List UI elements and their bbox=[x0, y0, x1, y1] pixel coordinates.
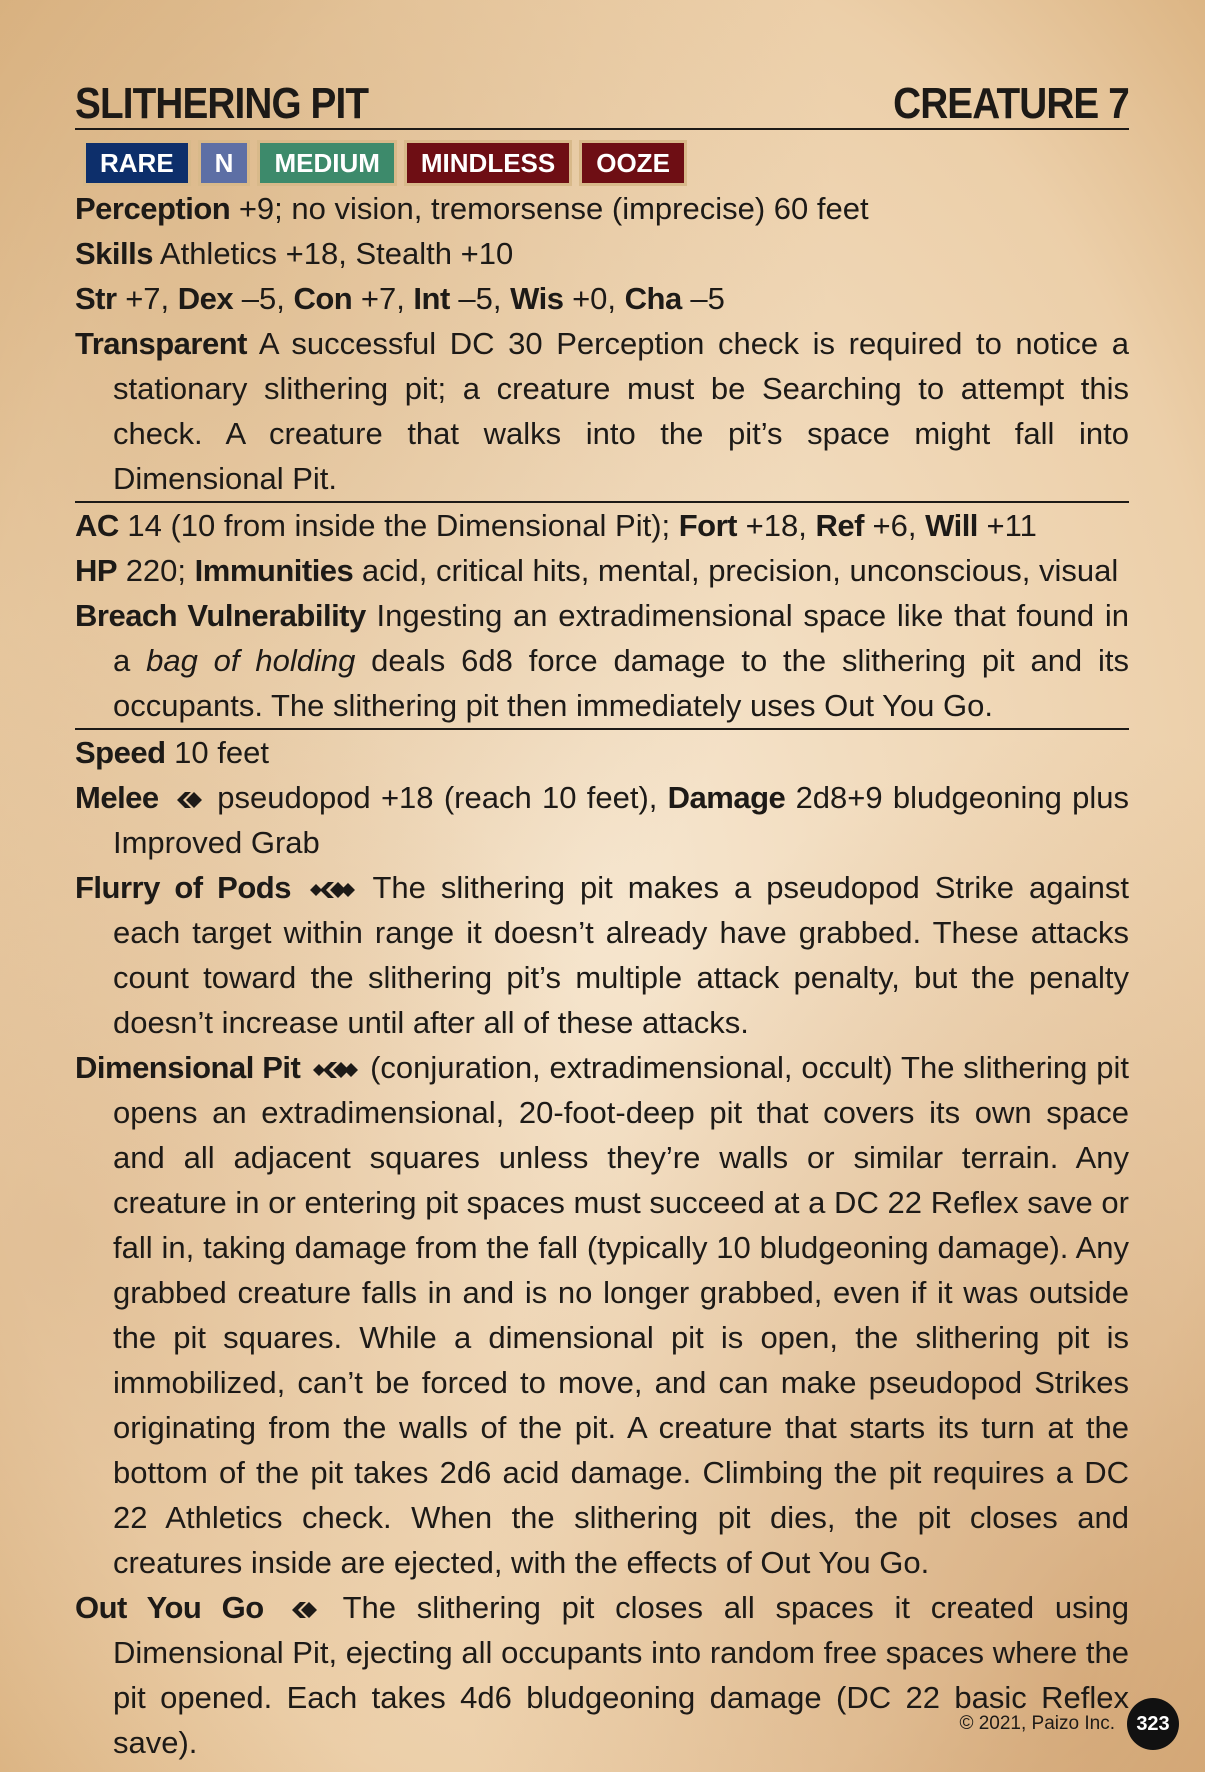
page-footer bbox=[959, 1698, 1179, 1750]
damage-label: Damage bbox=[667, 780, 786, 815]
dimensional-pit-ability bbox=[75, 1045, 1129, 1585]
dex-value: –5, bbox=[233, 281, 294, 316]
trait-ooze: OOZE bbox=[579, 140, 687, 186]
hp-line bbox=[75, 548, 1129, 593]
hp-label: HP bbox=[75, 553, 118, 588]
dex-label: Dex bbox=[177, 281, 234, 316]
damage-text: 2d8+9 bludgeoning plus Improved Grab bbox=[113, 780, 1130, 860]
wis-label: Wis bbox=[510, 281, 564, 316]
flurry-label: Flurry of Pods bbox=[75, 870, 291, 905]
str-label: Str bbox=[75, 281, 117, 316]
skills-text: Athletics +18, Stealth +10 bbox=[153, 236, 514, 271]
transparent-label: Transparent bbox=[75, 326, 247, 361]
defense-line bbox=[75, 503, 1129, 548]
skills-label: Skills bbox=[75, 236, 153, 271]
speed-line bbox=[75, 730, 1129, 775]
fort-label: Fort bbox=[678, 508, 738, 543]
out-you-go-text: The slithering pit closes all spaces it created using Dimensional Pit, ejecting all occupants into random free spaces where the pit opened. Each takes 4d6 bludgeoning damage (DC 22 basic Reflex save). bbox=[113, 1590, 1129, 1760]
flurry-of-pods-ability bbox=[75, 865, 1129, 1045]
will-label: Will bbox=[925, 508, 978, 543]
single-action-icon bbox=[286, 1595, 320, 1625]
immunities-text: acid, critical hits, mental, precision, unconscious, visual bbox=[353, 553, 1119, 588]
ac-label: AC bbox=[75, 508, 119, 543]
trait-list bbox=[83, 140, 1129, 186]
copyright-text: © 2021, Paizo Inc. bbox=[959, 1713, 1115, 1734]
breach-label: Breach Vulnerability bbox=[75, 598, 366, 633]
str-value: +7, bbox=[116, 281, 178, 316]
trait-size: MEDIUM bbox=[257, 140, 396, 186]
speed-label: Speed bbox=[75, 735, 166, 770]
ref-text: +6, bbox=[863, 508, 926, 543]
melee-label: Melee bbox=[75, 780, 159, 815]
transparent-ability bbox=[75, 321, 1129, 501]
creature-level: CREATURE 7 bbox=[893, 79, 1129, 128]
stat-block bbox=[75, 70, 1129, 1765]
ability-scores-line bbox=[75, 276, 1129, 321]
out-you-go-label: Out You Go bbox=[75, 1590, 264, 1625]
speed-text: 10 feet bbox=[165, 735, 269, 770]
perception-text: +9; no vision, tremorsense (imprecise) 60 feet bbox=[230, 191, 869, 226]
creature-name: SLITHERING PIT bbox=[75, 79, 369, 128]
cha-label: Cha bbox=[624, 281, 682, 316]
perception-label: Perception bbox=[75, 191, 231, 226]
trait-rare: RARE bbox=[83, 140, 191, 186]
breach-text-2: deals 6d8 force damage to the slithering pit and its occupants. The slithering pit then immediately uses Out You Go. bbox=[113, 643, 1130, 723]
ref-label: Ref bbox=[815, 508, 864, 543]
two-actions-icon bbox=[308, 875, 356, 905]
hp-text: 220; bbox=[117, 553, 195, 588]
dimensional-pit-label: Dimensional Pit bbox=[75, 1050, 301, 1085]
melee-text: pseudopod +18 (reach 10 feet), bbox=[206, 780, 668, 815]
two-actions-icon bbox=[311, 1055, 359, 1085]
ac-text: 14 (10 from inside the Dimensional Pit); bbox=[118, 508, 679, 543]
dimensional-pit-text: (conjuration, extradimensional, occult) The slithering pit opens an extradimensional, 20-foot-deep pit that covers its own space and all adjacent squares unless they’re walls or similar terrain. Any creature in or entering pit spaces must succeed at a DC 22 Reflex save or fall in, taking damage from the fall (typically 10 bludgeoning damage). Any grabbed creature falls in and is no longer grabbed, even if it was outside the pit squares. While a dimensional pit is open, the slithering pit is immobilized, can’t be forced to move, and can make pseudopod Strikes originating from the walls of the pit. A creature that starts its turn at the bottom of the pit takes 2d6 acid damage. Climbing the pit requires a DC 22 Athletics check. When the slithering pit dies, the pit closes and creatures inside are ejected, with the effects of Out You Go. bbox=[113, 1050, 1129, 1580]
immunities-label: Immunities bbox=[194, 553, 354, 588]
flurry-text: The slithering pit makes a pseudopod Strike against each target within range it doesn’t already have grabbed. These attacks count toward the slithering pit’s multiple attack penalty, but the penalty doesn’t increase until after all of these attacks. bbox=[113, 870, 1129, 1040]
single-action-icon bbox=[171, 785, 205, 815]
wis-value: +0, bbox=[563, 281, 625, 316]
perception-line bbox=[75, 186, 1129, 231]
breach-text-1: Ingesting an extradimensional space like that found in a bbox=[113, 598, 1129, 678]
trait-alignment: N bbox=[198, 140, 251, 186]
page-number: 323 bbox=[1127, 1698, 1179, 1750]
melee-strike bbox=[75, 775, 1129, 865]
transparent-text: A successful DC 30 Perception check is required to notice a stationary slithering pit; a creature must be Searching to attempt this check. A creature that walks into the pit’s space might fall into Dimensional Pit. bbox=[113, 326, 1129, 496]
breach-item: bag of holding bbox=[146, 643, 356, 678]
cha-value: –5 bbox=[681, 281, 725, 316]
con-label: Con bbox=[293, 281, 353, 316]
con-value: +7, bbox=[352, 281, 414, 316]
skills-line bbox=[75, 231, 1129, 276]
breach-vulnerability-ability bbox=[75, 593, 1129, 728]
int-value: –5, bbox=[449, 281, 511, 316]
int-label: Int bbox=[413, 281, 450, 316]
stat-block-header bbox=[75, 70, 1129, 130]
fort-text: +18, bbox=[737, 508, 816, 543]
will-text: +11 bbox=[977, 508, 1037, 543]
trait-mindless: MINDLESS bbox=[404, 140, 572, 186]
